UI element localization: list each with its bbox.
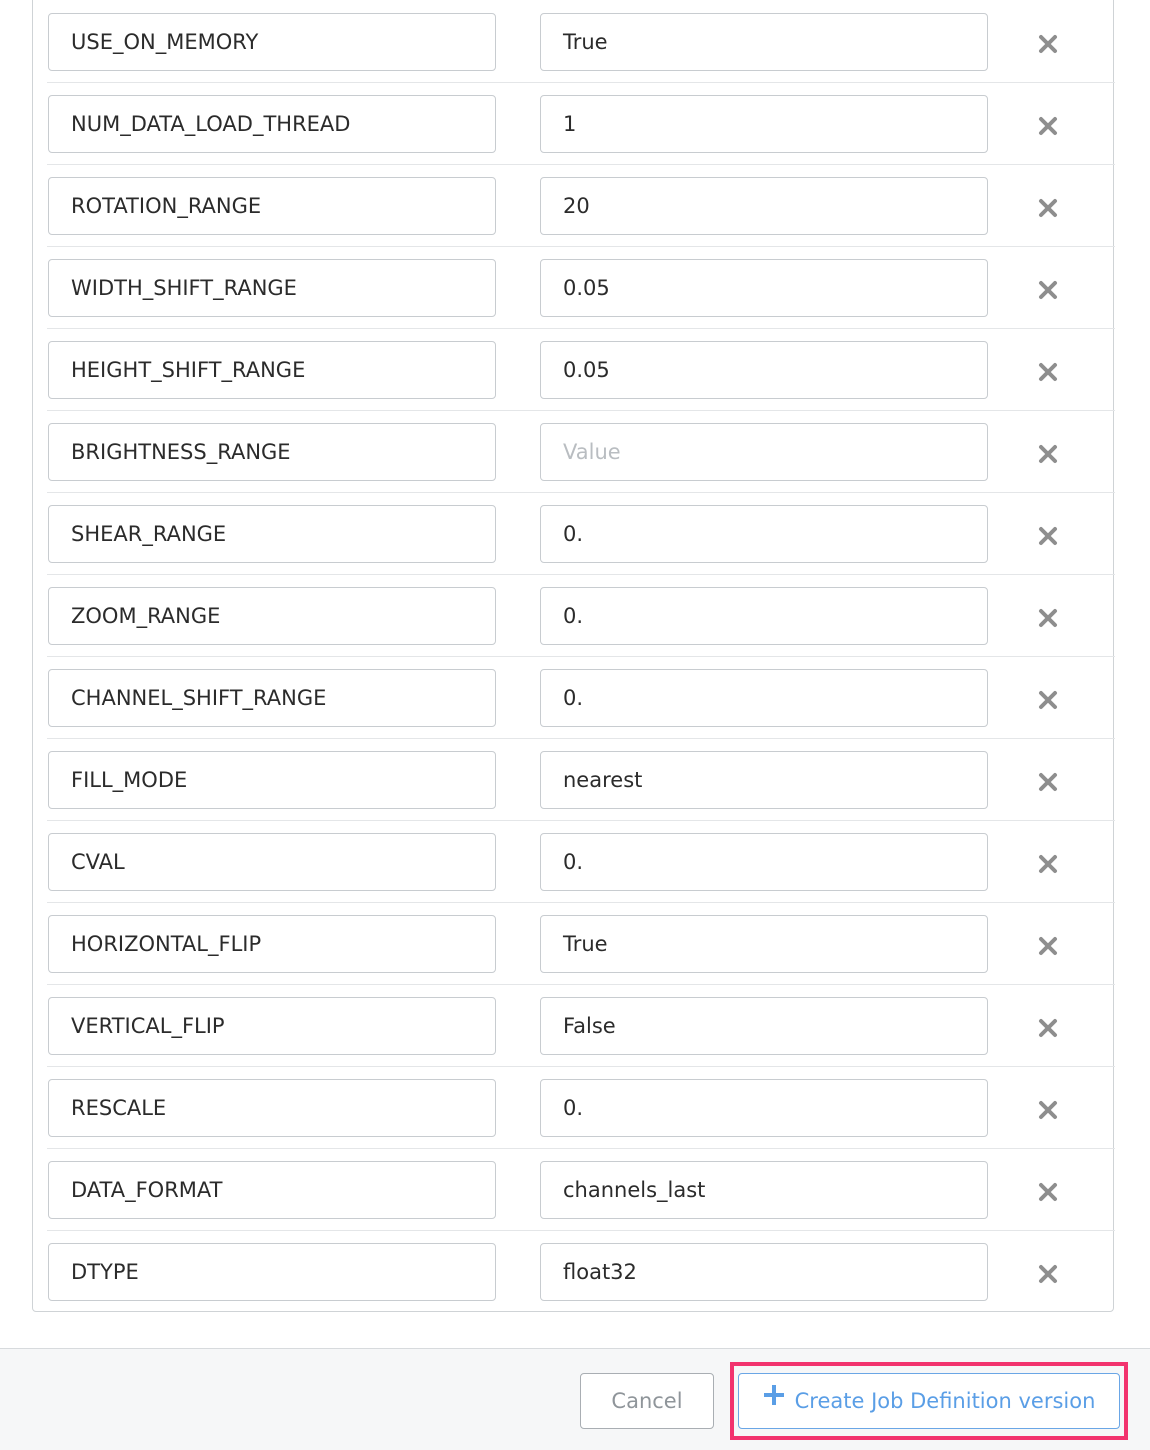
close-icon[interactable] xyxy=(1033,357,1063,387)
close-icon[interactable] xyxy=(1033,521,1063,551)
variable-row xyxy=(47,247,1115,329)
close-icon[interactable] xyxy=(1033,1177,1063,1207)
close-icon[interactable] xyxy=(1033,1259,1063,1289)
close-icon[interactable] xyxy=(1033,1013,1063,1043)
footer-bar xyxy=(0,1348,1150,1450)
variable-value-input[interactable]: True xyxy=(540,915,988,973)
variable-value-input[interactable]: 0. xyxy=(540,669,988,727)
close-icon[interactable] xyxy=(1033,29,1063,59)
variable-row xyxy=(47,1149,1115,1231)
variable-row xyxy=(47,493,1115,575)
variable-row xyxy=(47,657,1115,739)
variable-name-input[interactable]: CHANNEL_SHIFT_RANGE xyxy=(48,669,496,727)
close-icon[interactable] xyxy=(1033,193,1063,223)
variable-value-input[interactable]: 0. xyxy=(540,1079,988,1137)
variable-row xyxy=(47,1231,1115,1313)
close-icon[interactable] xyxy=(1033,767,1063,797)
close-icon[interactable] xyxy=(1033,275,1063,305)
variable-name-input[interactable]: FILL_MODE xyxy=(48,751,496,809)
variable-row xyxy=(47,575,1115,657)
variable-value-input[interactable]: False xyxy=(540,997,988,1055)
variable-row xyxy=(47,165,1115,247)
variable-value-input[interactable]: True xyxy=(540,13,988,71)
variable-value-input[interactable]: nearest xyxy=(540,751,988,809)
variable-value-input[interactable]: 0. xyxy=(540,505,988,563)
variable-row xyxy=(47,1,1115,83)
variable-name-input[interactable]: WIDTH_SHIFT_RANGE xyxy=(48,259,496,317)
plus-icon xyxy=(763,1372,785,1426)
variable-value-input[interactable]: 0.05 xyxy=(540,259,988,317)
variable-name-input[interactable]: RESCALE xyxy=(48,1079,496,1137)
variable-row xyxy=(47,985,1115,1067)
variable-name-input[interactable]: USE_ON_MEMORY xyxy=(48,13,496,71)
variable-row xyxy=(47,1067,1115,1149)
variable-row xyxy=(47,411,1115,493)
variable-name-input[interactable]: DATA_FORMAT xyxy=(48,1161,496,1219)
variable-value-input[interactable]: 20 xyxy=(540,177,988,235)
close-icon[interactable] xyxy=(1033,685,1063,715)
close-icon[interactable] xyxy=(1033,111,1063,141)
variable-row xyxy=(47,821,1115,903)
variable-row xyxy=(47,329,1115,411)
environment-variables-panel xyxy=(32,0,1114,1312)
variable-value-input[interactable]: channels_last xyxy=(540,1161,988,1219)
variable-row xyxy=(47,903,1115,985)
close-icon[interactable] xyxy=(1033,439,1063,469)
variable-name-input[interactable]: HEIGHT_SHIFT_RANGE xyxy=(48,341,496,399)
close-icon[interactable] xyxy=(1033,849,1063,879)
variable-name-input[interactable]: BRIGHTNESS_RANGE xyxy=(48,423,496,481)
create-job-definition-version-button[interactable] xyxy=(738,1373,1120,1429)
cancel-button[interactable]: Cancel xyxy=(580,1373,714,1429)
variable-name-input[interactable]: VERTICAL_FLIP xyxy=(48,997,496,1055)
variable-name-input[interactable]: SHEAR_RANGE xyxy=(48,505,496,563)
variable-name-input[interactable]: NUM_DATA_LOAD_THREAD xyxy=(48,95,496,153)
close-icon[interactable] xyxy=(1033,1095,1063,1125)
variable-name-input[interactable]: HORIZONTAL_FLIP xyxy=(48,915,496,973)
close-icon[interactable] xyxy=(1033,603,1063,633)
variable-name-input[interactable]: CVAL xyxy=(48,833,496,891)
variable-name-input[interactable]: ROTATION_RANGE xyxy=(48,177,496,235)
variable-name-input[interactable]: DTYPE xyxy=(48,1243,496,1301)
create-button-label: Create Job Definition version xyxy=(794,1389,1096,1413)
variable-row xyxy=(47,83,1115,165)
close-icon[interactable] xyxy=(1033,931,1063,961)
variable-value-input[interactable]: Value xyxy=(540,423,988,481)
variable-name-input[interactable]: ZOOM_RANGE xyxy=(48,587,496,645)
variable-row xyxy=(47,739,1115,821)
variable-value-input[interactable]: 1 xyxy=(540,95,988,153)
variable-value-input[interactable]: 0. xyxy=(540,833,988,891)
variable-value-input[interactable]: 0.05 xyxy=(540,341,988,399)
variable-value-input[interactable]: 0. xyxy=(540,587,988,645)
variable-value-input[interactable]: float32 xyxy=(540,1243,988,1301)
